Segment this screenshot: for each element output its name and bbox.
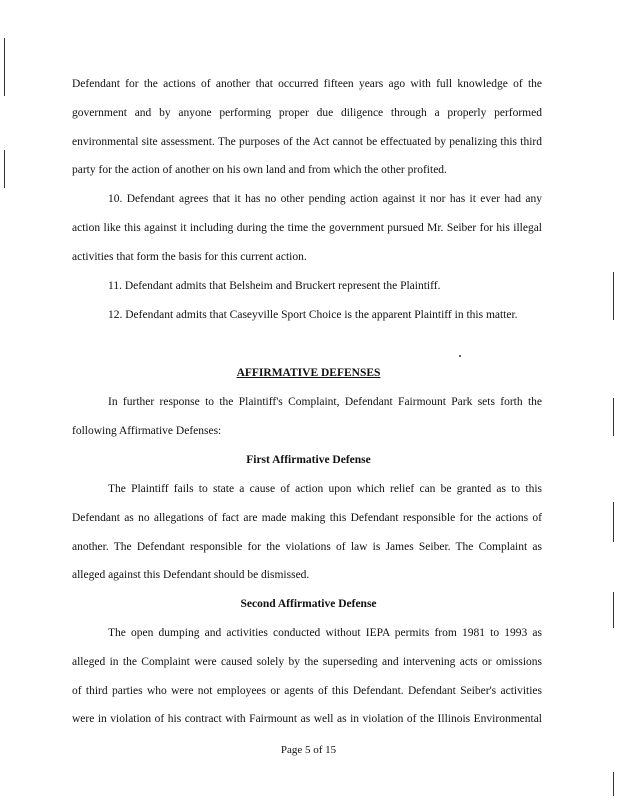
- para10-line3: activities that form the basis for this current action.: [72, 251, 307, 263]
- scan-speck: [459, 355, 461, 357]
- affirmative-defenses-heading: AFFIRMATIVE DEFENSES: [236, 367, 381, 379]
- scan-mark-right-2: [613, 398, 614, 436]
- scan-mark-right-5: [613, 772, 614, 796]
- scan-mark-right-3: [613, 502, 614, 542]
- scan-mark-left-2: [4, 150, 5, 188]
- para9-line4: party for the action of another on his own land and from which the other profited.: [72, 164, 447, 176]
- first-defense-title: First Affirmative Defense: [246, 454, 371, 466]
- para9-line3: environmental site assessment. The purposes of the Act cannot be effectuated by penalizing this third: [72, 136, 542, 148]
- intro-line2: following Affirmative Defenses:: [72, 425, 222, 437]
- scan-mark-left-1: [4, 38, 5, 96]
- second-defense-line3: of third parties who were not employees or agents of this Defendant. Defendant Seiber's activities: [72, 685, 542, 697]
- first-defense-line1: The Plaintiff fails to state a cause of action upon which relief can be granted as to this: [108, 483, 542, 495]
- para10-line2: action like this against it including during the time the government pursued Mr. Seiber for his illegal: [72, 222, 542, 234]
- para11: 11. Defendant admits that Belsheim and Bruckert represent the Plaintiff.: [108, 280, 441, 292]
- para9-line1: Defendant for the actions of another that occurred fifteen years ago with full knowledge of the: [72, 78, 542, 90]
- page-number: Page 5 of 15: [280, 744, 337, 756]
- para12: 12. Defendant admits that Caseyville Sport Choice is the apparent Plaintiff in this matter.: [108, 309, 518, 321]
- first-defense-line3: another. The Defendant responsible for the violations of law is James Seiber. The Complaint as: [72, 541, 542, 553]
- scan-mark-right-1: [613, 272, 614, 320]
- second-defense-line2: alleged in the Complaint were caused solely by the superseding and intervening acts or omissions: [72, 656, 542, 668]
- first-defense-line4: alleged against this Defendant should be dismissed.: [72, 569, 310, 581]
- first-defense-line2: Defendant as no allegations of fact are made making this Defendant responsible for the actions of: [72, 512, 542, 524]
- second-defense-title: Second Affirmative Defense: [240, 598, 377, 610]
- para10-line1: 10. Defendant agrees that it has no other pending action against it nor has it ever had any: [108, 193, 542, 205]
- para9-line2: government and by anyone performing proper due diligence through a properly performed: [72, 107, 542, 119]
- second-defense-line1: The open dumping and activities conducted without IEPA permits from 1981 to 1993 as: [108, 627, 542, 639]
- intro-line1: In further response to the Plaintiff's Complaint, Defendant Fairmount Park sets forth the: [108, 396, 542, 408]
- second-defense-line4: were in violation of his contract with Fairmount as well as in violation of the Illinois Environmental: [72, 713, 542, 725]
